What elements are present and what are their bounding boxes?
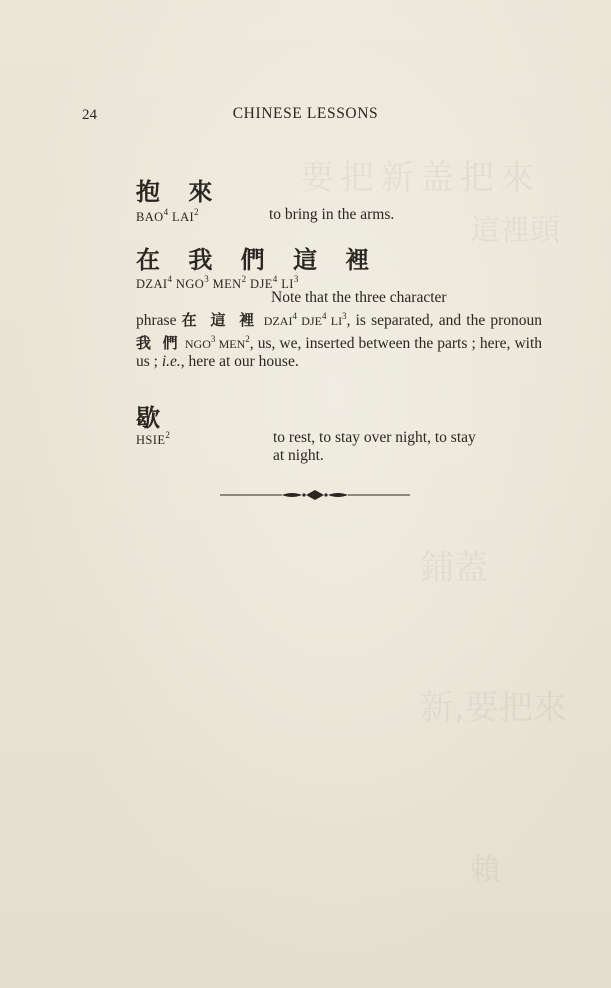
divider-diamond <box>306 490 324 500</box>
roman-syllable: BAO <box>136 210 164 224</box>
note-text: , us, we, inserted between the parts ; here, with us ; <box>136 335 543 370</box>
entry-definition-hsie <box>273 429 548 465</box>
bleed-through-char-2: 新,要把來 <box>420 688 567 728</box>
roman-syllable: NGO <box>184 337 211 351</box>
roman-syllable: MEN <box>218 337 246 351</box>
divider-dot <box>302 493 305 496</box>
entry-characters-hsie: 歇 <box>136 404 170 432</box>
note-lead: Note that the three character <box>271 289 447 306</box>
bleed-through-char-3: 賴 <box>470 853 500 888</box>
roman-syllable: DZAI <box>263 314 293 328</box>
tone-number: 4 <box>272 274 278 284</box>
inline-characters: 我 們 <box>136 334 181 352</box>
entry-characters-bao-lai: 抱 來 <box>136 178 223 206</box>
roman-syllable: HSIE <box>136 433 166 447</box>
roman-syllable: DJE <box>301 314 322 328</box>
inline-characters: 在 這 裡 <box>181 311 259 329</box>
bleed-through-heading: 要把新盖把來 <box>300 158 540 198</box>
entry-romanization-hsie <box>136 430 170 448</box>
inline-romanization <box>184 334 250 351</box>
tone-number: 3 <box>204 274 210 284</box>
page-number: 24 <box>82 107 97 123</box>
note-abbreviation: i.e. <box>161 353 181 370</box>
tone-number: 3 <box>210 334 216 344</box>
bleed-through-char: 鋪蓋 <box>420 548 488 588</box>
definition-line: to rest, to stay over night, to stay <box>273 429 476 446</box>
divider-leaf-right <box>328 493 348 497</box>
tone-number: 3 <box>342 311 347 321</box>
roman-syllable: DJE <box>250 277 273 291</box>
entry-romanization-bao-lai <box>136 207 199 225</box>
divider-leaf-left <box>282 493 302 497</box>
roman-syllable: LI <box>281 277 294 291</box>
tone-number: 4 <box>292 311 297 321</box>
tone-number: 3 <box>293 274 299 284</box>
tone-number: 4 <box>167 274 173 284</box>
definition-line: at night. <box>273 447 324 464</box>
entry-characters-dzai-ngo-men-dje-li: 在 我 們 這 裡 <box>136 246 380 274</box>
tone-number: 2 <box>241 274 247 284</box>
roman-syllable: NGO <box>175 277 205 291</box>
tone-number: 2 <box>194 207 199 217</box>
tone-number: 4 <box>321 311 327 321</box>
usage-note <box>136 289 542 371</box>
note-text: , here at our house. <box>180 353 299 370</box>
ornamental-divider <box>220 486 410 504</box>
tone-number: 4 <box>163 207 169 217</box>
note-text: , is separated, and the pronoun <box>346 312 543 329</box>
roman-syllable: MEN <box>212 277 242 291</box>
roman-syllable: LI <box>330 314 343 328</box>
entry-definition-bao-lai: to bring in the arms. <box>269 206 395 223</box>
note-text: phrase <box>136 312 177 329</box>
tone-number: 2 <box>165 430 171 440</box>
tone-number: 2 <box>245 334 250 344</box>
roman-syllable: LAI <box>172 210 195 224</box>
inline-romanization <box>263 311 347 328</box>
divider-dot <box>324 493 327 496</box>
bleed-through-heading-2: 這裡頭 <box>470 213 560 248</box>
running-title: CHINESE LESSONS <box>232 105 379 122</box>
roman-syllable: DZAI <box>136 277 168 291</box>
